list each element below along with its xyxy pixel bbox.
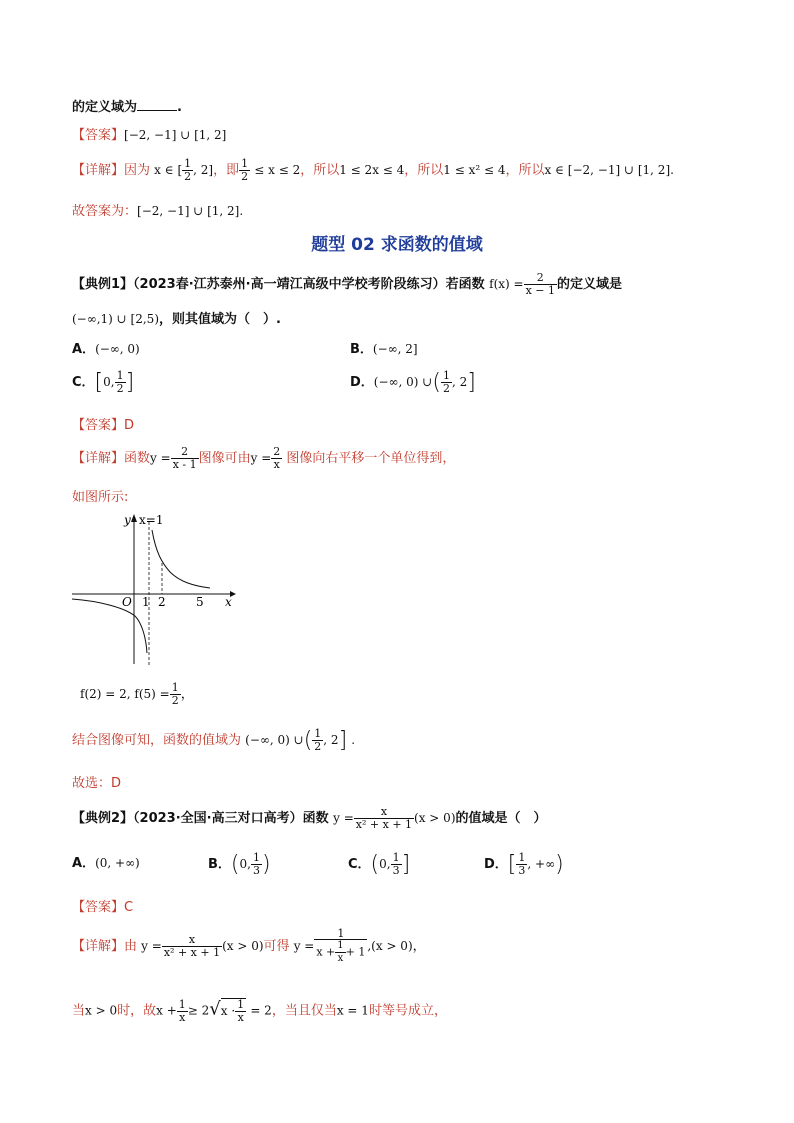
detail-tag: 【详解】 (72, 451, 125, 466)
x-axis-label: x (225, 595, 232, 609)
fraction: $\frac{1}{2}$ (171, 681, 179, 707)
answer-tag: 【答案】 (72, 128, 125, 143)
example2-detail2: 当x > 0时，故x + $\frac{1}{x}$ ≥ 2√x · $\frac{1}{x}$ = 2，当且仅当x = 1时等号成立， (72, 997, 447, 1024)
fraction: $\frac{2}{x - 1}$ (525, 271, 556, 297)
figure-caption: 如图所示: (72, 490, 129, 505)
example2-detail1: 【详解】由 y = $\frac{x}{\text{x² + x + 1}}$ (x > 0)可得 y = 1 x + $\frac{1}{x}$ + 1 ,(x > 0)， (72, 927, 426, 964)
fraction: $\frac{1}{3}$ (518, 851, 526, 877)
option-d: D．(−∞, 0) ∪( $\frac{1}{2}$ , 2] (350, 369, 476, 395)
example1-stem-line2: (−∞,1) ∪ [2,5)，则其值域为（ ）. (72, 312, 281, 327)
y-axis-label: y (124, 513, 131, 527)
conclusion-line: 结合图像可知，函数的值域为 (−∞, 0) ∪( $\frac{1}{2}$ , 2] . (72, 727, 356, 753)
option-b: B．(−∞, 2] (350, 342, 418, 357)
fraction: $\frac{1}{2}$ (116, 369, 124, 395)
fraction: $\frac{x}{\text{x² + x + 1}}$ (355, 805, 413, 831)
example2-answer: 【答案】C (72, 900, 134, 915)
asymptote-label: x=1 (139, 513, 164, 527)
option-a: A．(−∞, 0) (72, 342, 140, 357)
detail-tag: 【详解】 (72, 163, 125, 178)
prev-detail-line: 【详解】因为 x ∈ [ $\frac{1}{2}$ , 2]，即 $\frac{1}{2}$ ≤ x ≤ 2，所以1 ≤ 2x ≤ 4，所以1 ≤ x² ≤ 4，所以x ∈ [−2, −1] ∪ [1, 2]. (72, 157, 674, 183)
option-d: D．[ $\frac{1}{3}$ , +∞) (484, 851, 564, 877)
fraction: $\frac{1}{x}$ (237, 998, 245, 1024)
fraction: $\frac{1}{x}$ (337, 940, 344, 964)
section-title: 题型 02 求函数的值域 (311, 235, 483, 255)
option-c: C．(0, $\frac{1}{3}$ ] (348, 851, 411, 877)
fraction: $\frac{1}{x}$ (178, 997, 186, 1024)
sqrt-body: x · $\frac{1}{x}$ (220, 998, 245, 1024)
option-a: A．(0, +∞) (72, 856, 140, 871)
example-tag: 【典例1】 (72, 277, 134, 292)
y-axis-arrow (131, 514, 137, 522)
option-c: C．[0, $\frac{1}{2}$ ] (72, 369, 135, 395)
option-b: B．(0, $\frac{1}{3}$ ) (208, 851, 271, 877)
tick-label: 1 (142, 595, 150, 609)
fraction: $\frac{1}{3}$ (252, 851, 260, 877)
function-graph (70, 508, 240, 670)
example1-answer: 【答案】D (72, 418, 135, 433)
tick-label: 5 (196, 595, 204, 609)
detail-tag: 【详解】 (72, 939, 125, 954)
fraction: $\frac{1}{3}$ (392, 851, 400, 877)
right-branch-curve (152, 530, 210, 588)
example1-final: 故选：D (72, 776, 122, 791)
left-branch-curve (72, 599, 147, 653)
tick-label: 2 (158, 595, 166, 609)
fraction: $\frac{1}{2}$ (184, 157, 192, 183)
fraction: $\frac{2}{x - 1}$ (172, 445, 197, 471)
example1-stem: 【典例1】（2023春·江苏泰州·高一靖江高级中学校考阶段练习）若函数 f(x) = $\frac{2}{x - 1}$ 的定义域是 (72, 271, 623, 297)
sqrt-sign: √ (209, 998, 221, 1020)
fraction: $\frac{1}{2}$ (442, 369, 450, 395)
fraction: $\frac{1}{2}$ (314, 727, 322, 753)
origin-label: O (122, 595, 132, 609)
values-line: f(2) = 2, f(5) = $\frac{1}{2}$ ， (80, 681, 194, 707)
example-tag: 【典例2】 (72, 811, 134, 826)
answer-blank (137, 98, 177, 111)
prev-answer-line (72, 124, 226, 143)
fraction: $\frac{2}{x}$ (273, 445, 281, 471)
prev-final-line: 故答案为：[−2, −1] ∪ [1, 2]. (72, 204, 244, 219)
answer-value: [−2, −1] ∪ [1, 2] (124, 128, 227, 142)
fraction: $\frac{x}{\text{x² + x + 1}}$ (163, 933, 221, 959)
example1-detail: 【详解】函数y = $\frac{2}{x - 1}$ 图像可由y = $\frac{2}{x}$ 图像向右平移一个单位得到， (72, 445, 456, 471)
answer-tag: 【答案】 (72, 418, 125, 433)
example2-stem: 【典例2】（2023·全国·高三对口高考）函数 y = $\frac{x}{\text{x² + x + 1}}$ (x > 0)的值域是（ ） (72, 805, 547, 831)
prev-question-tail: 的定义域为 . (72, 100, 182, 115)
complex-fraction: 1 x + $\frac{1}{x}$ + 1 (316, 927, 366, 964)
answer-tag: 【答案】 (72, 900, 125, 915)
fraction: $\frac{1}{2}$ (241, 157, 249, 183)
